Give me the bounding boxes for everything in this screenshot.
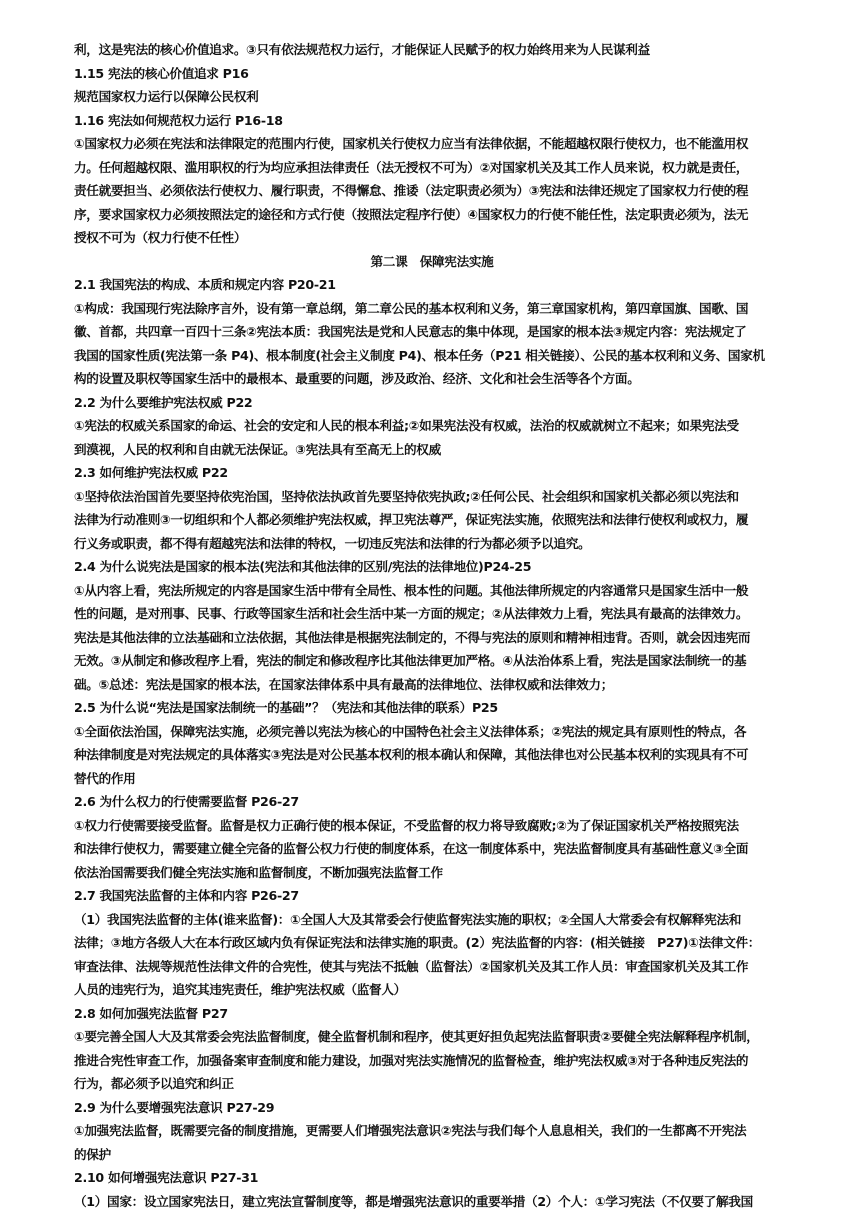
text-line: 宪法是其他法律的立法基础和立法依据，其他法律是根据宪法制定的，不得与宪法的原则和精神相违背。否则，就会因违宪而 — [74, 629, 751, 645]
text-line: 构的设置及职权等国家生活中的最根本、最重要的问题，涉及政治、经济、文化和社会生活等各个方面。 — [74, 371, 640, 386]
section-heading: 2.10 如何增强宪法意识 P27-31 — [74, 1170, 259, 1185]
section-heading: 2.9 为什么要增强宪法意识 P27-29 — [74, 1099, 275, 1115]
text-line: 我国的国家性质(宪法第一条 P4)、根本制度(社会主义制度 P4)、根本任务（P21 相关链接）、公民的基本权利和义务、国家机 — [74, 347, 765, 363]
text-line: （1）我国宪法监督的主体(谁来监督)：①全国人大及其常委会行使监督宪法实施的职权；②全国人大常委会有权解释宪法和 — [74, 911, 742, 927]
text-line: 序，要求国家权力必须按照法定的途径和方式行使（按照法定程序行使）④国家权力的行使不能任性，法定职责必须为，法无 — [74, 206, 749, 222]
text-line: 础。⑤总述：宪法是国家的根本法，在国家法律体系中具有最高的法律地位、法律权威和法律效力； — [74, 676, 613, 692]
text-line: ①全面依法治国，保障宪法实施，必须完善以宪法为核心的中国特色社会主义法律体系；②宪法的规定具有原则性的特点，各 — [74, 723, 747, 739]
text-line: 行义务或职责，都不得有超越宪法和法律的特权，一切违反宪法和法律的行为都必须予以追究。 — [74, 535, 591, 551]
text-line: ①国家权力必须在宪法和法律限定的范围内行使，国家机关行使权力应当有法律依据，不能超越权限行使权力，也不能滥用权 — [74, 136, 749, 151]
text-line: ①从内容上看，宪法所规定的内容是国家生活中带有全局性、根本性的问题。其他法律所规定的内容通常只是国家生活中一般 — [74, 582, 749, 598]
text-line: ①要完善全国人大及其常委会宪法监督制度，健全监督机制和程序，使其更好担负起宪法监督职责②要健全宪法解释程序机制， — [74, 1029, 759, 1044]
text-line: 规范国家权力运行以保障公民权利 — [74, 89, 259, 104]
section-heading: 2.5 为什么说“宪法是国家法制统一的基础”？（宪法和其他法律的联系）P25 — [74, 700, 498, 715]
text-line: 和法律行使权力，需要建立健全完备的监督公权力行使的制度体系，在这一制度体系中，宪法监督制度具有基础性意义③全面 — [74, 841, 749, 856]
text-line: 人员的违宪行为，追究其违宪责任，维护宪法权威（监督人） — [74, 982, 406, 997]
text-line: 行为，都必须予以追究和纠正 — [74, 1076, 234, 1091]
text-line: ①坚持依法治国首先要坚持依宪治国，坚持依法执政首先要坚持依宪执政;②任何公民、社会组织和国家机关都必须以宪法和 — [74, 488, 739, 504]
text-line: 徽、首都，共四章一百四十三条②宪法本质：我国宪法是党和人民意志的集中体现，是国家的根本法③规定内容：宪法规定了 — [74, 324, 747, 339]
text-line: 授权不可为（权力行使不任性） — [74, 230, 247, 245]
text-line: 到漠视，人民的权利和自由就无法保证。③宪法具有至高无上的权威 — [74, 441, 441, 457]
text-line: 审查法律、法规等规范性法律文件的合宪性，使其与宪法不抵触（监督法）②国家机关及其工作人员：审查国家机关及其工作 — [74, 958, 749, 974]
text-line: ①宪法的权威关系国家的命运、社会的安定和人民的根本利益;②如果宪法没有权威，法治的权威就树立不起来；如果宪法受 — [74, 418, 739, 433]
text-line: ①构成：我国现行宪法除序言外，设有第一章总纲，第二章公民的基本权利和义务，第三章国家机构，第四章国旗、国歌、国 — [74, 300, 749, 316]
section-heading: 2.6 为什么权力的行使需要监督 P26-27 — [74, 794, 299, 809]
text-line: 性的问题，是对刑事、民事、行政等国家生活和社会生活中某一方面的规定；②从法律效力上看，宪法具有最高的法律效力。 — [74, 606, 749, 621]
lesson-title: 第二课 保障宪法实施 — [370, 253, 494, 269]
text-line: 的保护 — [74, 1146, 111, 1162]
text-line: 种法律制度是对宪法规定的具体落实③宪法是对公民基本权利的根本确认和保障，其他法律也对公民基本权利的实现具有不可 — [74, 747, 749, 762]
section-heading: 1.16 宪法如何规范权力运行 P16-18 — [74, 112, 283, 128]
text-line: ①权力行使需要接受监督。监督是权力正确行使的根本保证，不受监督的权力将导致腐败;②为了保证国家机关严格按照宪法 — [74, 817, 739, 833]
text-line: 替代的作用 — [74, 770, 136, 786]
text-line: 法律；③地方各级人大在本行政区域内负有保证宪法和法律实施的职责。(2）宪法监督的内容：(相关链接 P27)①法律文件： — [74, 935, 761, 950]
section-heading: 1.15 宪法的核心价值追求 P16 — [74, 65, 249, 81]
text-line: 推进合宪性审查工作，加强备案审查制度和能力建设，加强对宪法实施情况的监督检查，维护宪法权威③对于各种违反宪法的 — [74, 1052, 749, 1068]
text-line: 利，这是宪法的核心价值追求。③只有依法规范权力运行，才能保证人民赋予的权力始终用来为人民谋利益 — [74, 42, 650, 57]
section-heading: 2.8 如何加强宪法监督 P27 — [74, 1005, 228, 1021]
text-line: ①加强宪法监督，既需要完备的制度措施，更需要人们增强宪法意识②宪法与我们每个人息息相关，我们的一生都离不开宪法 — [74, 1123, 747, 1138]
section-heading: 2.7 我国宪法监督的主体和内容 P26-27 — [74, 888, 299, 903]
section-heading: 2.3 如何维护宪法权威 P22 — [74, 465, 228, 480]
section-heading: 2.1 我国宪法的构成、本质和规定内容 P20-21 — [74, 277, 336, 292]
text-line: （1）国家：设立国家宪法日，建立宪法宣誓制度等，都是增强宪法意识的重要举措（2）个人：①学习宪法（不仅要了解我国 — [74, 1193, 753, 1209]
text-line: 力。任何超越权限、滥用职权的行为均应承担法律责任（法无授权不可为）②对国家机关及其工作人员来说，权力就是责任， — [74, 159, 749, 175]
text-line: 责任就要担当、必须依法行使权力、履行职责，不得懈怠、推诿（法定职责必须为）③宪法和法律还规定了国家权力行使的程 — [74, 183, 749, 198]
section-heading: 2.4 为什么说宪法是国家的根本法(宪法和其他法律的区别/宪法的法律地位)P24-25 — [74, 559, 532, 574]
section-heading: 2.2 为什么要维护宪法权威 P22 — [74, 394, 253, 410]
text-line: 依法治国需要我们健全宪法实施和监督制度，不断加强宪法监督工作 — [74, 864, 443, 880]
text-line: 无效。③从制定和修改程序上看，宪法的制定和修改程序比其他法律更加严格。④从法治体系上看，宪法是国家法制统一的基 — [74, 653, 747, 668]
text-line: 法律为行动准则③一切组织和个人都必须维护宪法权威，捍卫宪法尊严，保证宪法实施，依照宪法和法律行使权利或权力，履 — [74, 512, 749, 527]
